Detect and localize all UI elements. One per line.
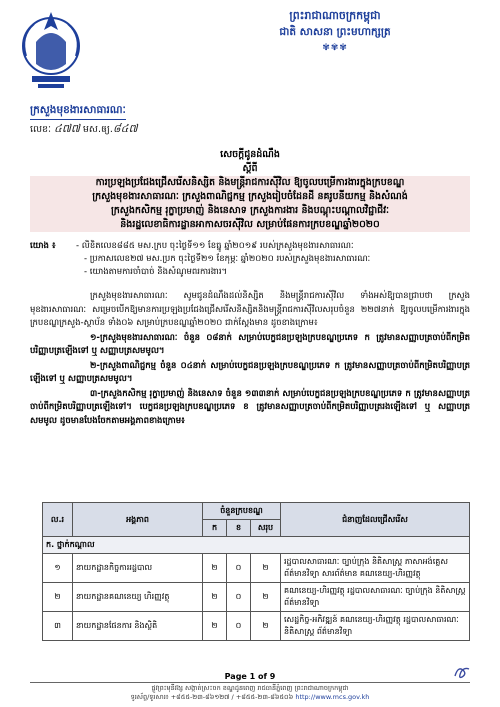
title-line-6: និងរដ្ឋលេខាធិការដ្ឋានអាកាសចរស៊ីវិល សម្រាប់ផែនការក្របខណ្ឌឆ្នាំ២០២០: [30, 218, 470, 232]
reference-item: - លិខិតលេខ៨៨៥ មស.ក្រប ចុះថ្ងៃទី១១ ខែធ្នូ ឆ្នាំ២០១៩ របស់ក្រសួងមុខងារសាធារណៈ: [76, 241, 354, 251]
announcement-title: [30, 148, 470, 232]
cell-unit: នាយកដ្ឋានផែនការ និងស្ថិតិ: [73, 612, 203, 641]
cell-ka: ២: [203, 583, 227, 612]
table-row: [43, 583, 470, 612]
body-item-2: ២-ក្រសួងពាណិជ្ជកម្ម ចំនួន ០៤នាក់ សម្រាប់បេក្ខជនប្រឡងក្របខណ្ឌប្រភេទ ក ត្រូវមានសញ្ញាបត្រចាប់ពីកម្រិតបរិញ្ញាបត្រឡើងទៅ ឬ សញ្ញាបត្រសមមូល។: [30, 360, 470, 384]
ref-suffix: មស.ឲ្យ.: [82, 124, 113, 135]
cell-ka: ២: [203, 554, 227, 583]
header-ornament: ✾✾✾: [322, 43, 348, 53]
ref-label: លេខៈ: [30, 124, 51, 135]
cell-unit: នាយកដ្ឋានគណនេយ្យ ហិរញ្ញវត្ថុ: [73, 583, 203, 612]
cell-kha: ០: [227, 554, 251, 583]
col-header-specialty: ជំនាញដែលជ្រើសរើស: [281, 503, 470, 537]
signature-initial-icon: [452, 664, 472, 680]
cell-specialty: រដ្ឋបាលសាធារណៈ ច្បាប់ក្រុង និតិសាស្ត្រ ភាសាអង់គ្លេស ព័ត៌មានវិទ្យា សារព័ត៌មាន គណនេយ្យ-ហិរញ្ញវត្ថុ: [281, 554, 470, 583]
footer-contact: ទូរស័ព្ទ/ទូរសារ៖ +៨៥៥-២៣-៨៦១២៧ / +៨៥៥-២៣-៨៦៥០៦: [130, 693, 294, 701]
body-item-3: ៣-ក្រសួងកសិកម្ម រុក្ខាប្រមាញ់ និងនេសាទ ចំនួន ១៣៣នាក់ សម្រាប់បេក្ខជនប្រឡងក្របខណ្ឌប្រភេទ ក ត្រូវមានសញ្ញាបត្រចាប់ពីកម្រិតបរិញ្ញាបត្រឡើងទៅ។ បេក្ខជនប្រឡងក្របខណ្ឌប្រភេទ ខ ត្រូវមានសញ្ញាបត្រចាប់ពីកម្រិតបរិញ្ញាបត្ររងឡើងទៅ ឬ សញ្ញាបត្រសមមូល ដូចមានបែងចែកតាមអង្គភាពខាងក្រោម៖: [30, 388, 470, 426]
title-line-4: ក្រសួងមុខងារសាធារណៈ ក្រសួងពាណិជ្ជកម្ម ក្រសួងរៀបចំដែនដី នគរូបនីយកម្ម និងសំណង់: [30, 190, 470, 204]
title-notice: សេចក្ដីជូនដំណឹង: [220, 149, 280, 160]
title-line-5: ក្រសួងកសិកម្ម រុក្ខាប្រមាញ់ និងនេសាទ ក្រសួងការងារ និងបណ្ដុះបណ្ដាលវិជ្ជាជីវៈ: [30, 204, 470, 218]
col-header-no: ល.រ: [43, 503, 73, 537]
body-intro: ក្រសួងមុខងារសាធារណៈ សូមជូនដំណឹងដល់និស្សិត និងមន្ត្រីរាជការស៊ីវិល ទាំងអស់ឱ្យបានជ្រាបថា ក្រសួងមុខងារសាធារណៈ សម្រេចបើកឱ្យមានការប្រឡងប្រជែងជ្រើសរើសនិស្សិតនិងមន្ត្រីរាជការស៊ីវិលសរុបចំនួន ២២៧នាក់ ឱ្យចូលបម្រើការងារក្នុងក្របខណ្ឌក្រសួង-ស្ថាប័ន ទាំង០៦ សម្រាប់ក្របខណ្ឌឆ្នាំ២០២០ ជាក់ស្ដែងមាន ដូចខាងក្រោម៖: [30, 291, 470, 328]
ministry-name: ក្រសួងមុខងារសាធារណៈ: [30, 104, 126, 120]
col-header-unit: អង្គភាព: [73, 503, 203, 537]
reference-number-line: [30, 122, 138, 138]
references-label: យោង ៖: [30, 241, 56, 251]
col-header-quota: ចំនួនក្របខណ្ឌ: [203, 503, 281, 520]
cell-no: ២: [43, 583, 73, 612]
cell-total: ២: [251, 583, 281, 612]
kingdom-name: ព្រះរាជាណាចក្រកម្ពុជា: [289, 9, 381, 22]
ref-number: ៤៧៧: [54, 122, 80, 135]
reference-item: - ប្រកាសលេខ២៧ មស.ប្រក ចុះថ្ងៃទី២១ ខែកុម្ភៈ ឆ្នាំ២០២០ របស់ក្រសួងមុខងារសាធារណៈ: [84, 254, 371, 264]
col-header-total: សរុប: [251, 520, 281, 537]
royal-emblem-icon: [14, 6, 88, 92]
section-label: ក. ថ្នាក់កណ្ដាល: [43, 537, 470, 554]
cell-specialty: សេដ្ឋកិច្ច-អភិវឌ្ឍន៍ គណនេយ្យ-ហិរញ្ញវត្ថុ រដ្ឋបាលសាធារណៈ និតិសាស្ត្រ ព័ត៌មានវិទ្យា: [281, 612, 470, 641]
col-header-kha: ខ: [227, 520, 251, 537]
page-number: Page 1 of 9: [224, 672, 276, 681]
cell-unit: នាយកដ្ឋានកិច្ចការរដ្ឋបាល: [73, 554, 203, 583]
footer-divider: [30, 682, 470, 683]
title-about: ស្ដីពី: [242, 163, 258, 174]
title-line-3: ការប្រឡងប្រជែងជ្រើសរើសនិស្សិត និងមន្ត្រីរាជការស៊ីវិល ឱ្យចូលបម្រើការងារក្នុងក្របខណ្ឌ: [30, 176, 470, 190]
kingdom-header: [190, 8, 480, 56]
table-row: [43, 554, 470, 583]
announcement-body: [30, 290, 470, 429]
cell-no: ១: [43, 554, 73, 583]
quota-table: [42, 502, 470, 641]
table-row: [43, 612, 470, 641]
footer: [30, 684, 470, 702]
cell-kha: ០: [227, 583, 251, 612]
table-section-row: [43, 537, 470, 554]
cell-ka: ២: [203, 612, 227, 641]
national-motto: ជាតិ សាសនា ព្រះមហាក្សត្រ: [279, 26, 391, 38]
col-header-ka: ក: [203, 520, 227, 537]
body-item-1: ១-ក្រសួងមុខងារសាធារណៈ ចំនួន ០៨នាក់ សម្រាប់បេក្ខជនប្រឡងក្របខណ្ឌប្រភេទ ក ត្រូវមានសញ្ញាបត្រចាប់ពីកម្រិតបរិញ្ញាបត្រឡើងទៅ ឬ សញ្ញាបត្រសមមូល។: [30, 332, 470, 356]
cell-total: ២: [251, 554, 281, 583]
cell-total: ២: [251, 612, 281, 641]
cell-kha: ០: [227, 612, 251, 641]
references-block: [30, 240, 470, 279]
reference-item: - យោងតាមការចាំបាច់ និងសំណូមពរការងារ។: [84, 267, 228, 277]
cell-specialty: គណនេយ្យ-ហិរញ្ញវត្ថុ រដ្ឋបាលសាធារណៈ ច្បាប់ក្រុង និតិសាស្ត្រ ព័ត៌មានវិទ្យា: [281, 583, 470, 612]
footer-address: ផ្លូវព្រះមុនីវង្ស សង្កាត់ស្រះចក ខណ្ឌដូនពេញ រាជធានីភ្នំពេញ ព្រះរាជាណាចក្រកម្ពុជា: [151, 684, 349, 692]
footer-website-link[interactable]: http://www.mcs.gov.kh: [295, 693, 370, 701]
ref-date: ៨៤៧: [112, 122, 138, 135]
cell-no: ៣: [43, 612, 73, 641]
